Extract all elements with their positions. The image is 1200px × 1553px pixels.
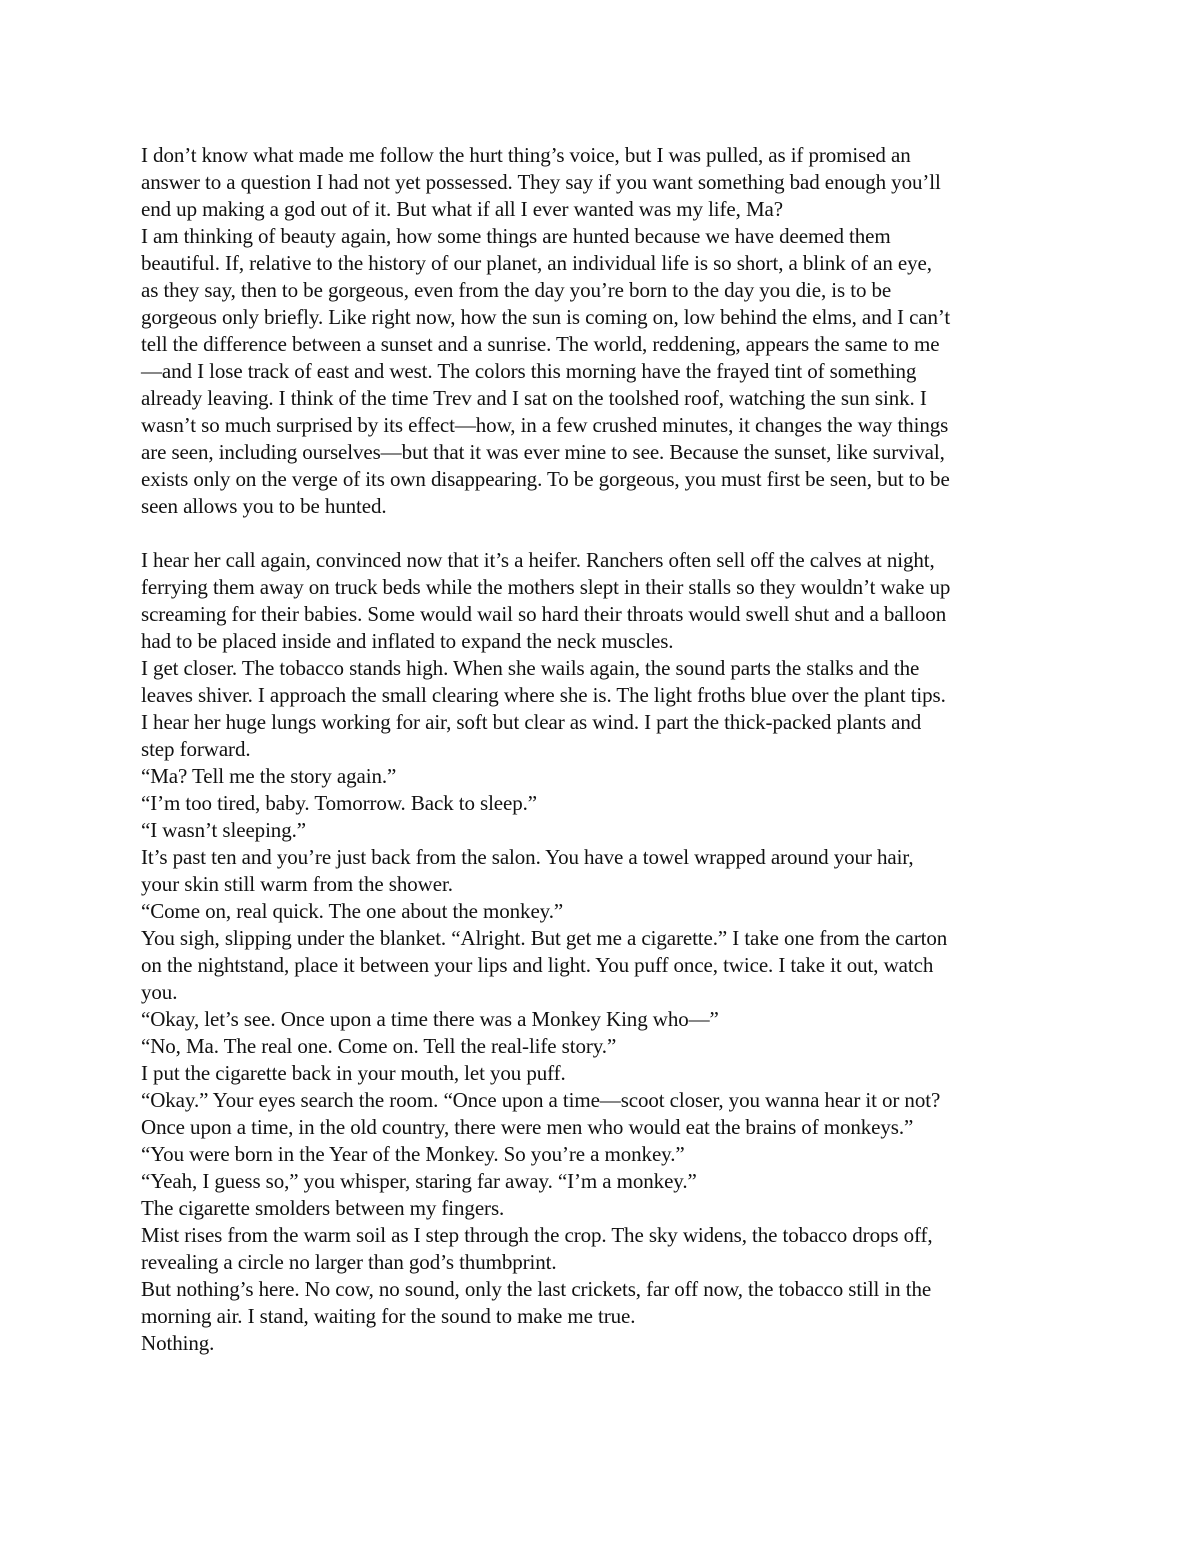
text-line: as they say, then to be gorgeous, even from the day you’re born to the day you die, is to be [141,278,892,302]
text-line: I don’t know what made me follow the hurt thing’s voice, but I was pulled, as if promised an [141,143,911,167]
text-line: It’s past ten and you’re just back from the salon. You have a towel wrapped around your hair, [141,845,914,869]
text-line: seen allows you to be hunted. [141,494,387,518]
text-line: step forward. [141,737,251,761]
text-line: “You were born in the Year of the Monkey. So you’re a monkey.” [141,1142,685,1166]
text-line: wasn’t so much surprised by its effect—how, in a few crushed minutes, it changes the way things [141,413,949,437]
text-line: Mist rises from the warm soil as I step through the crop. The sky widens, the tobacco drops off, [141,1223,933,1247]
text-line: “I wasn’t sleeping.” [141,818,306,842]
text-line: end up making a god out of it. But what if all I ever wanted was my life, Ma? [141,197,783,221]
text-line: I put the cigarette back in your mouth, let you puff. [141,1061,566,1085]
text-line: But nothing’s here. No cow, no sound, only the last crickets, far off now, the tobacco still in the [141,1277,932,1301]
text-line: gorgeous only briefly. Like right now, how the sun is coming on, low behind the elms, and I can’t [141,305,951,329]
text-line: Once upon a time, in the old country, there were men who would eat the brains of monkeys.” [141,1115,914,1139]
text-line: “Ma? Tell me the story again.” [141,764,397,788]
text-line: revealing a circle no larger than god’s thumbprint. [141,1250,557,1274]
text-line: The cigarette smolders between my fingers. [141,1196,505,1220]
text-line: exists only on the verge of its own disappearing. To be gorgeous, you must first be seen, but to be [141,467,950,491]
text-line: already leaving. I think of the time Trev and I sat on the toolshed roof, watching the sun sink. I [141,386,927,410]
text-line: ferrying them away on truck beds while the mothers slept in their stalls so they wouldn’t wake up [141,575,951,599]
text-line: I hear her call again, convinced now that it’s a heifer. Ranchers often sell off the calves at night, [141,548,935,572]
text-line: are seen, including ourselves—but that it was ever mine to see. Because the sunset, like survival, [141,440,945,464]
text-line: on the nightstand, place it between your lips and light. You puff once, twice. I take it out, watch [141,953,934,977]
text-line: I get closer. The tobacco stands high. When she wails again, the sound parts the stalks and the [141,656,920,680]
text-line: morning air. I stand, waiting for the sound to make me true. [141,1304,636,1328]
paragraph-gap [141,520,1061,547]
text-line: “Okay, let’s see. Once upon a time there was a Monkey King who—” [141,1007,719,1031]
text-line: I am thinking of beauty again, how some things are hunted because we have deemed them [141,224,891,248]
text-line: screaming for their babies. Some would wail so hard their throats would swell shut and a balloon [141,602,947,626]
text-line: tell the difference between a sunset and a sunrise. The world, reddening, appears the same to me [141,332,940,356]
text-line: “I’m too tired, baby. Tomorrow. Back to sleep.” [141,791,538,815]
text-line: “Okay.” Your eyes search the room. “Once upon a time—scoot closer, you wanna hear it or not? [141,1088,941,1112]
text-line: “Yeah, I guess so,” you whisper, staring far away. “I’m a monkey.” [141,1169,697,1193]
document-page [141,142,1061,1357]
text-line: “Come on, real quick. The one about the monkey.” [141,899,564,923]
text-line: leaves shiver. I approach the small clearing where she is. The light froths blue over the plant tips. [141,683,946,707]
text-line: —and I lose track of east and west. The colors this morning have the frayed tint of something [141,359,917,383]
text-line: beautiful. If, relative to the history of our planet, an individual life is so short, a blink of an eye, [141,251,932,275]
text-line: I hear her huge lungs working for air, soft but clear as wind. I part the thick-packed plants and [141,710,922,734]
text-line: Nothing. [141,1331,215,1355]
text-line: You sigh, slipping under the blanket. “Alright. But get me a cigarette.” I take one from the carton [141,926,948,950]
text-line: had to be placed inside and inflated to expand the neck muscles. [141,629,674,653]
text-line: your skin still warm from the shower. [141,872,453,896]
text-line: answer to a question I had not yet possessed. They say if you want something bad enough you’ll [141,170,941,194]
text-line: “No, Ma. The real one. Come on. Tell the real-life story.” [141,1034,617,1058]
text-line: you. [141,980,178,1004]
